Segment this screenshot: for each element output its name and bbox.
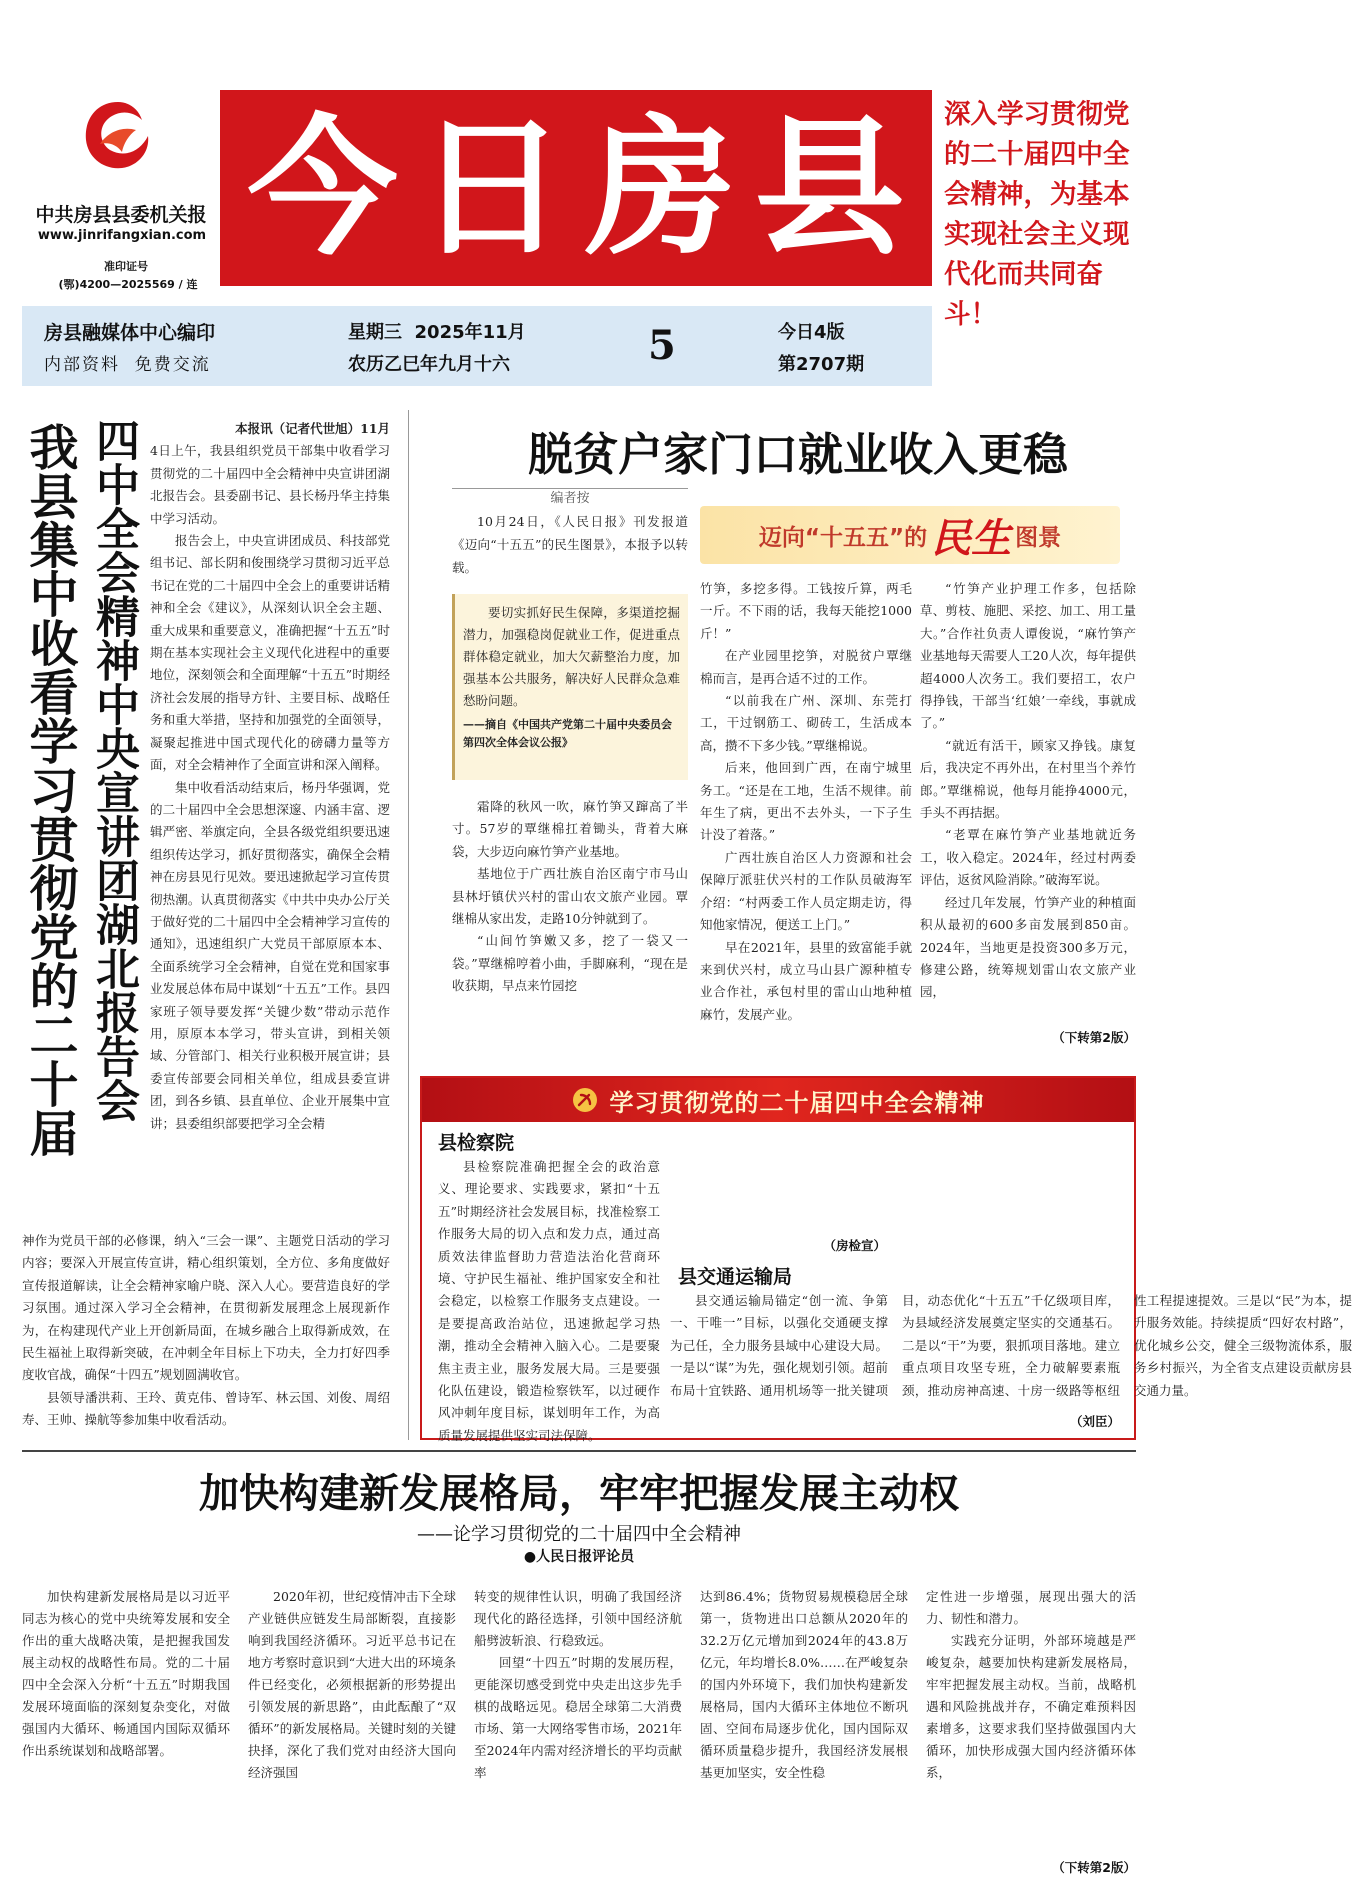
section-divider	[22, 1450, 1136, 1452]
lunar-date: 农历乙巳年九月十六	[348, 354, 510, 375]
column-divider	[408, 410, 409, 1440]
feature-continued: （下转第2版）	[1052, 1030, 1136, 1045]
feature-col-2	[700, 578, 912, 1048]
commentary-subtitle: ——论学习贯彻党的二十届四中全会精神	[417, 1524, 741, 1545]
item2-author: （刘臣）	[1069, 1414, 1120, 1429]
lead-paragraph: 集中收看活动结束后，杨丹华强调，党的二十届四中全会思想深邃、内涵丰富、逻辑严密、举旗定向，全县各级党组织要迅速组织传达学习，抓好贯彻落实，确保全会精神在房县见行见效。要迅速掀起学习宣传贯彻热潮。认真贯彻落实《中共中央办公厅关于做好党的二十届四中全会精神学习宣传的通知》，迅速组织广大党员干部原原本本、全面系统学习全会精神，自觉在党和国家事业发展总体布局中谋划“十五五”工作。县四家班子领导要发挥“关键少数”带动示范作用，原原本本学习，带头宣讲，到相关领域、分管部门、相关行业积极开展宣讲；县委宣传部要会同相关单位，组成县委宣讲团，到各乡镇、县直单位、企业开展集中宣讲；县委组织部要把学习全会精	[150, 779, 390, 1131]
banner-prefix: 迈向“十五五”的	[758, 524, 928, 551]
feature-paragraph: 竹笋，多挖多得。工钱按斤算，两毛一斤。不下雨的话，我每天能挖1000斤！”	[700, 581, 912, 641]
commentary-paragraph: 定性进一步增强，展现出强大的活力、韧性和潜力。	[926, 1589, 1136, 1626]
lead-headline-col-b	[84, 418, 142, 1222]
masthead	[0, 0, 1200, 395]
feature-paragraph: “老覃在麻竹笋产业基地就近务工，收入稳定。2024年，经过村两委评估，返贫风险消除。”破海军说。	[920, 827, 1136, 888]
nameplate-char-4: 县	[754, 100, 905, 276]
date-line: 星期三 2025年11月	[348, 322, 526, 343]
commentary-headline: 加快构建新发展格局，牢牢把握发展主动权	[199, 1470, 959, 1517]
lead-paragraph: 报告会上，中央宣讲团成员、科技部党组书记、部长阴和俊围绕学习贯彻习近平总书记在党的二十届四中全会上的重要讲话精神和全会《建议》，从深刻认识全会主题、重大成果和重要意义，准确把握“十五五”时期在基本实现社会主义现代化进程中的重要地位，深刻领会和全面理解“十五五”时期经济社会发展的指导方针、主要目标、战略任务和重大举措，坚持和加强党的全面领导，凝聚起推进中国式现代化的磅礴力量等方面，对全会精神作了全面宣讲和深入阐释。	[150, 533, 390, 773]
commentary-col-4	[700, 1586, 908, 1882]
feature-paragraph: 基地位于广西壮族自治区南宁市马山县林圩镇伏兴村的雷山农文旅产业园。覃继棉从家出发，走路10分钟就到了。	[452, 866, 688, 927]
commentary-paragraph: 回望“十四五”时期的发展历程，更能深切感受到党中央走出这步先手棋的战略远见。稳居全球第二大消费市场、第一大网络零售市场，2021年至2024年内需对经济增长的平均贡献率	[474, 1655, 682, 1780]
item2-text: 县交通运输局锚定“创一流、争第一、干唯一”目标，以强化交通硬支撑为己任，全力服务县域中心建设大局。一是以“谋”为先，强化规划引领。超前布局十宜铁路、通用机场等一批关键项目，动态优化“十五五”千亿级项目库，为县域经济发展奠定坚实的交通基石。二是以“干”为要，狠抓项目落地。建立重点项目攻坚专班，全力破解要素瓶颈，推动房神高速、十房一级路等枢纽性工程提速提效。三是以“民”为本，提升服务效能。持续提质“四好农村路”，优化城乡公交，健全三级物流体系，服务乡村振兴，为全省支点建设贡献房县交通力量。	[670, 1293, 1352, 1398]
feature-paragraph: “以前我在广州、深圳、东莞打工，干过钢筋工、砌砖工，生活成本高，攒不下多少钱。”覃继棉说。	[700, 693, 912, 753]
item1-author: （房检宣）	[823, 1238, 886, 1253]
slogan: 深入学习贯彻党的二十届四中全会精神，为基本实现社会主义现代化而共同奋斗！	[944, 99, 1130, 330]
quote-text: 要切实抓好民生保障，多渠道挖掘潜力，加强稳岗促就业工作，促进重点群体稳定就业，加大欠薪整治力度，加强基本公共服务，解决好人民群众急难愁盼问题。	[463, 605, 680, 708]
lead-story-lower	[22, 1230, 390, 1435]
issue-number: 第2707期	[778, 354, 865, 375]
commentary-paragraph: 实践充分证明，外部环境越是严峻复杂，越要加快构建新发展格局，牢牢把握发展主动权。当前，战略机遇和风险挑战并存，不确定难预料因素增多，这要求我们坚持做强国内大循环，加快形成强大国内经济循环体系，	[926, 1633, 1136, 1780]
feature-banner	[700, 506, 1120, 564]
lead-paragraph: 4日上午，我县组织党员干部集中收看学习贯彻党的二十届四中全会精神中央宣讲团湖北报告会。县委副书记、县长杨丹华主持集中学习活动。	[150, 443, 390, 526]
nameplate	[220, 90, 932, 286]
item1-text: 县检察院准确把握全会的政治意义、理论要求、实践要求，紧扣“十五五”时期经济社会发展目标，找准检察工作服务大局的切入点和发力点，通过高质效法律监督助力营造法治化营商环境、守护民生福祉、维护国家安全和社会稳定，以检察工作服务支点建设。一是要提高政治站位，迅速掀起学习热潮，推动全会精神入脑入心。二是要聚焦主责主业，服务发展大局。三是要强化队伍建设，锻造检察铁军，以过硬作风冲刺年度目标，谋划明年工作，为高质量发展提供坚实司法保障。	[438, 1159, 660, 1443]
quote-source: ——摘自《中国共产党第二十届中央委员会第四次全体会议公报》	[463, 718, 672, 749]
lead-paragraph: 县领导潘洪莉、王玲、黄克伟、曾诗军、林云国、刘俊、周绍寿、王帅、操航等参加集中收看活动。	[22, 1389, 390, 1428]
editor-label: 房县融媒体中心编印	[44, 322, 216, 344]
feature-paragraph: 霜降的秋风一吹，麻竹笋又蹿高了半寸。57岁的覃继棉扛着锄头，背着大麻袋，大步迈向麻竹笋产业基地。	[452, 799, 688, 859]
permit-label: 准印证号	[104, 260, 148, 273]
feature-paragraph: 经过几年发展，竹笋产业的种植面积从最初的600多亩发展到850亩。2024年，当地更是投资300多万元，修建公路，统筹规划雷山农文旅产业园，	[920, 894, 1136, 1000]
banner-big: 民生	[931, 514, 1012, 562]
item2-title: 县交通运输局	[678, 1266, 793, 1288]
distribution-label: 内部资料 免费交流	[44, 355, 211, 375]
pages-count: 今日4版	[778, 322, 845, 343]
commentary-col-3	[474, 1586, 682, 1882]
website-link[interactable]: www.jinrifangxian.com	[37, 228, 207, 243]
feature-paragraph: “就近有活干，顾家又挣钱。康复后，我决定不再外出，在村里当个养竹郎。”覃继棉说，他每月能挣4000元，手头不再拮据。	[920, 737, 1136, 821]
feature-col-3	[920, 578, 1136, 1026]
org-title: 中共房县县委机关报	[35, 204, 207, 226]
lead-paragraph: 神作为党员干部的必修课，纳入“三会一课”、主题党日活动的学习内容；要深入开展宣传宣讲，精心组织策划，全方位、多角度做好宣传报道解读，让全会精神家喻户晓、深入人心。要营造良好的学习氛围。通过深入学习全会精神，在贯彻新发展理念上展现新作为，在构建现代产业上开创新局面，在城乡融合上取得新成效，在民生福祉上取得新突破，在冲刺全年目标上下功夫，全力打好四季度收官战，确保“十四五”规划圆满收官。	[22, 1233, 390, 1383]
nameplate-char-3: 房	[585, 100, 736, 276]
feature-headline: 脱贫户家门口就业收入更稳	[527, 428, 1068, 481]
item2-body	[670, 1290, 1352, 1418]
editor-note-text: 10月24日，《人民日报》刊发报道《迈向“十五五”的民生图景》，本报予以转载。	[452, 514, 688, 575]
commentary-col-5	[926, 1586, 1136, 1858]
banner-suffix: 图景	[1015, 524, 1062, 551]
item1-body-part1	[438, 1156, 660, 1443]
feature-paragraph: “竹笋产业护理工作多，包括除草、剪枝、施肥、采挖、加工、用工量大。”合作社负责人谭俊说，“麻竹笋产业基地每天需要人工20人次，每年提供超4000人次务工。我们要招工，农户得挣钱，干部当‘红娘’一牵线，事就成了。”	[920, 581, 1136, 731]
commentary-col-2	[248, 1586, 456, 1882]
feature-paragraph: 广西壮族自治区人力资源和社会保障厅派驻伏兴村的工作队员破海军介绍：“村两委工作人员定期走访，得知他家情况，便送工上门。”	[700, 849, 912, 933]
feature-paragraph: 后来，他回到广西，在南宁城里务工。“还是在工地，生活不规律。前年生了病，更出不去外头，一下子生计没了着落。”	[700, 760, 912, 843]
lead-headline-a: 我县集中收看学习贯彻党的二十届	[22, 422, 80, 1157]
lead-headline-b: 四中全会精神中央宣讲团湖北报告会	[88, 418, 139, 1122]
quote-box	[452, 594, 688, 780]
day-number: 5	[648, 322, 676, 369]
commentary-paragraph: 2020年初，世纪疫情冲击下全球产业链供应链发生局部断裂，直接影响到我国经济循环。习近平总书记在地方考察时意识到“大进大出的环境条件已经变化，必须根据新的形势提出引领发展的新思路”，由此酝酿了“双循环”的新发展格局。关键时刻的关键抉择，深化了我们党对由经济大国向经济强国	[248, 1589, 456, 1780]
editor-note	[452, 510, 688, 580]
nameplate-char-2: 日	[416, 100, 567, 276]
feature-col-1	[452, 796, 688, 1048]
commentary-paragraph: 转变的规律性认识，明确了我国经济现代化的路径选择，引领中国经济航船劈波斩浪、行稳致远。	[474, 1589, 682, 1648]
commentary-col-1	[22, 1586, 230, 1882]
feature-paragraph: 早在2021年，县里的致富能手就来到伏兴村，成立马山县广源种植专业合作社，承包村里的雷山山地种植麻竹，发展产业。	[700, 939, 912, 1022]
nameplate-char-1: 今	[247, 100, 398, 276]
editor-note-label: 编者按	[452, 488, 688, 507]
spirit-banner	[422, 1078, 1134, 1122]
lead-headline-col-a	[22, 422, 80, 1222]
feature-paragraph: “山间竹笋嫩又多，挖了一袋又一袋。”覃继棉哼着小曲，手脚麻利，“现在是收获期，早点来竹园挖	[452, 933, 688, 994]
permit-number: (鄂)4200—2025569 / 连	[58, 278, 198, 291]
commentary-continued: （下转第2版）	[1052, 1860, 1136, 1875]
newspaper-logo-icon	[78, 96, 158, 176]
party-emblem-icon	[572, 1087, 598, 1113]
item1-title: 县检察院	[438, 1132, 515, 1154]
commentary-byline: ●人民日报评论员	[523, 1549, 635, 1565]
lead-story-upper	[150, 418, 390, 1250]
commentary-paragraph: 加快构建新发展格局是以习近平同志为核心的党中央统筹发展和安全作出的重大战略决策，是把握我国发展主动权的战略性布局。党的二十届四中全会深入分析“十五五”时期我国发展环境面临的深刻复杂变化，对做强国内大循环、畅通国内国际双循环作出系统谋划和战略部署。	[22, 1589, 230, 1758]
item1-body-part2	[670, 1136, 886, 1248]
spirit-banner-title: 学习贯彻党的二十届四中全会精神	[609, 1088, 985, 1117]
feature-paragraph: 在产业园里挖笋，对脱贫户覃继棉而言，是再合适不过的工作。	[700, 648, 912, 686]
commentary-paragraph: 达到86.4%；货物贸易规模稳居全球第一，货物进出口总额从2020年的32.2万亿元增加到2024年的43.8万亿元，年均增长8.0%……在严峻复杂的国内外环境下，我们加快构建新发展格局，国内大循环主体地位不断巩固、空间布局逐步优化，国内国际双循环质量稳步提升，我国经济发展根基更加坚实，安全性稳	[700, 1589, 908, 1780]
lead-byline: 本报讯（记者代世旭）11月	[235, 421, 390, 436]
